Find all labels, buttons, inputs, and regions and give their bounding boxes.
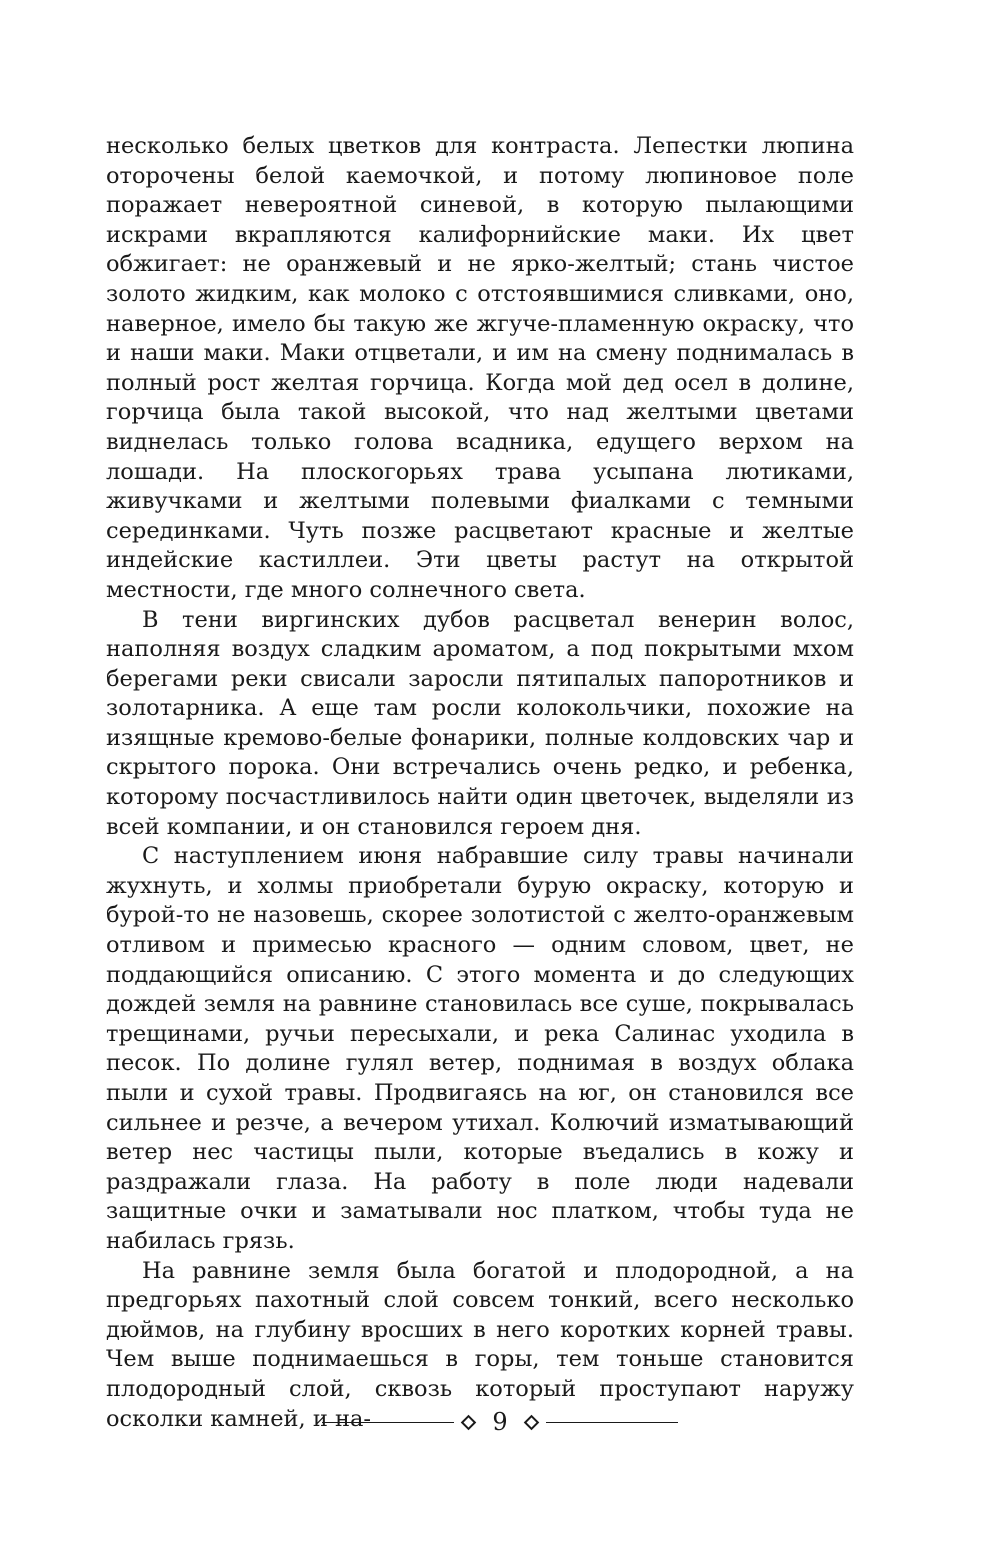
folio-rule-left (322, 1422, 454, 1423)
diamond-ornament-left-icon (461, 1414, 477, 1430)
page-body (106, 132, 854, 1434)
diamond-ornament-right-icon (524, 1414, 540, 1430)
folio-rule-right (546, 1422, 678, 1423)
paragraph-3: С наступлением июня набравшие силу травы начинали жухнуть, и холмы приобретали бурую окраску, которую и бурой-то не назовешь, скорее золотистой с желто-оранжевым отливом и примесью красного — одним словом, цвет, не поддающийся описанию. С этого момента и до следующих дождей земля на равнине становилась все суше, покрывалась трещинами, ручьи пересыхали, и река Салинас уходила в песок. По долине гулял ветер, поднимая в воздух облака пыли и сухой травы. Продвигаясь на юг, он становился все сильнее и резче, а вечером утихал. Колючий изматывающий ветер нес частицы пыли, которые въедались в кожу и раздражали глаза. На работу в поле люди надевали защитные очки и заматывали нос платком, чтобы туда не набилась грязь. (106, 843, 854, 1254)
paragraph-2: В тени виргинских дубов расцветал венерин волос, наполняя воздух сладким ароматом, а под покрытыми мхом берегами реки свисали заросли пятипалых папоротников и золотарника. А еще там росли колокольчики, похожие на изящные кремово-белые фонарики, полные колдовских чар и скрытого порока. Они встречались очень редко, и ребенка, которому посчастливилось найти один цветочек, выделяли из всей компании, и он становился героем дня. (106, 606, 854, 840)
paragraph-1: несколько белых цветков для контраста. Лепестки люпина оторочены белой каемочкой, и потому люпиновое поле поражает невероятной синевой, в которую пылающими искрами вкрапляются калифорнийские маки. Их цвет обжигает: не оранжевый и не ярко-желтый; стань чистое золото жидким, как молоко с отстоявшимися сливками, оно, наверное, имело бы такую же жгуче-пламенную окраску, что и наши маки. Маки отцветали, и им на смену поднималась в полный рост желтая горчица. Когда мой дед осел в долине, горчица была такой высокой, что над желтыми цветами виднелась только голова всадника, едущего верхом на лошади. На плоскогорьях трава усыпана лютиками, живучками и желтыми полевыми фиалками с темными серединками. Чуть позже расцветают красные и желтые индейские кастиллеи. Эти цветы растут на открытой местности, где много солнечного света. (106, 133, 854, 603)
page-number: 9 (492, 1408, 508, 1436)
paragraph-4: На равнине земля была богатой и плодородной, а на предгорьях пахотный слой совсем тонкий, всего несколько дюймов, на глубину вросших в него коротких корней травы. Чем выше поднимаешься в горы, тем тоньше становится плодородный слой, сквозь который проступают наружу осколки камней, и на- (106, 1257, 854, 1432)
page-folio (0, 1407, 1000, 1437)
